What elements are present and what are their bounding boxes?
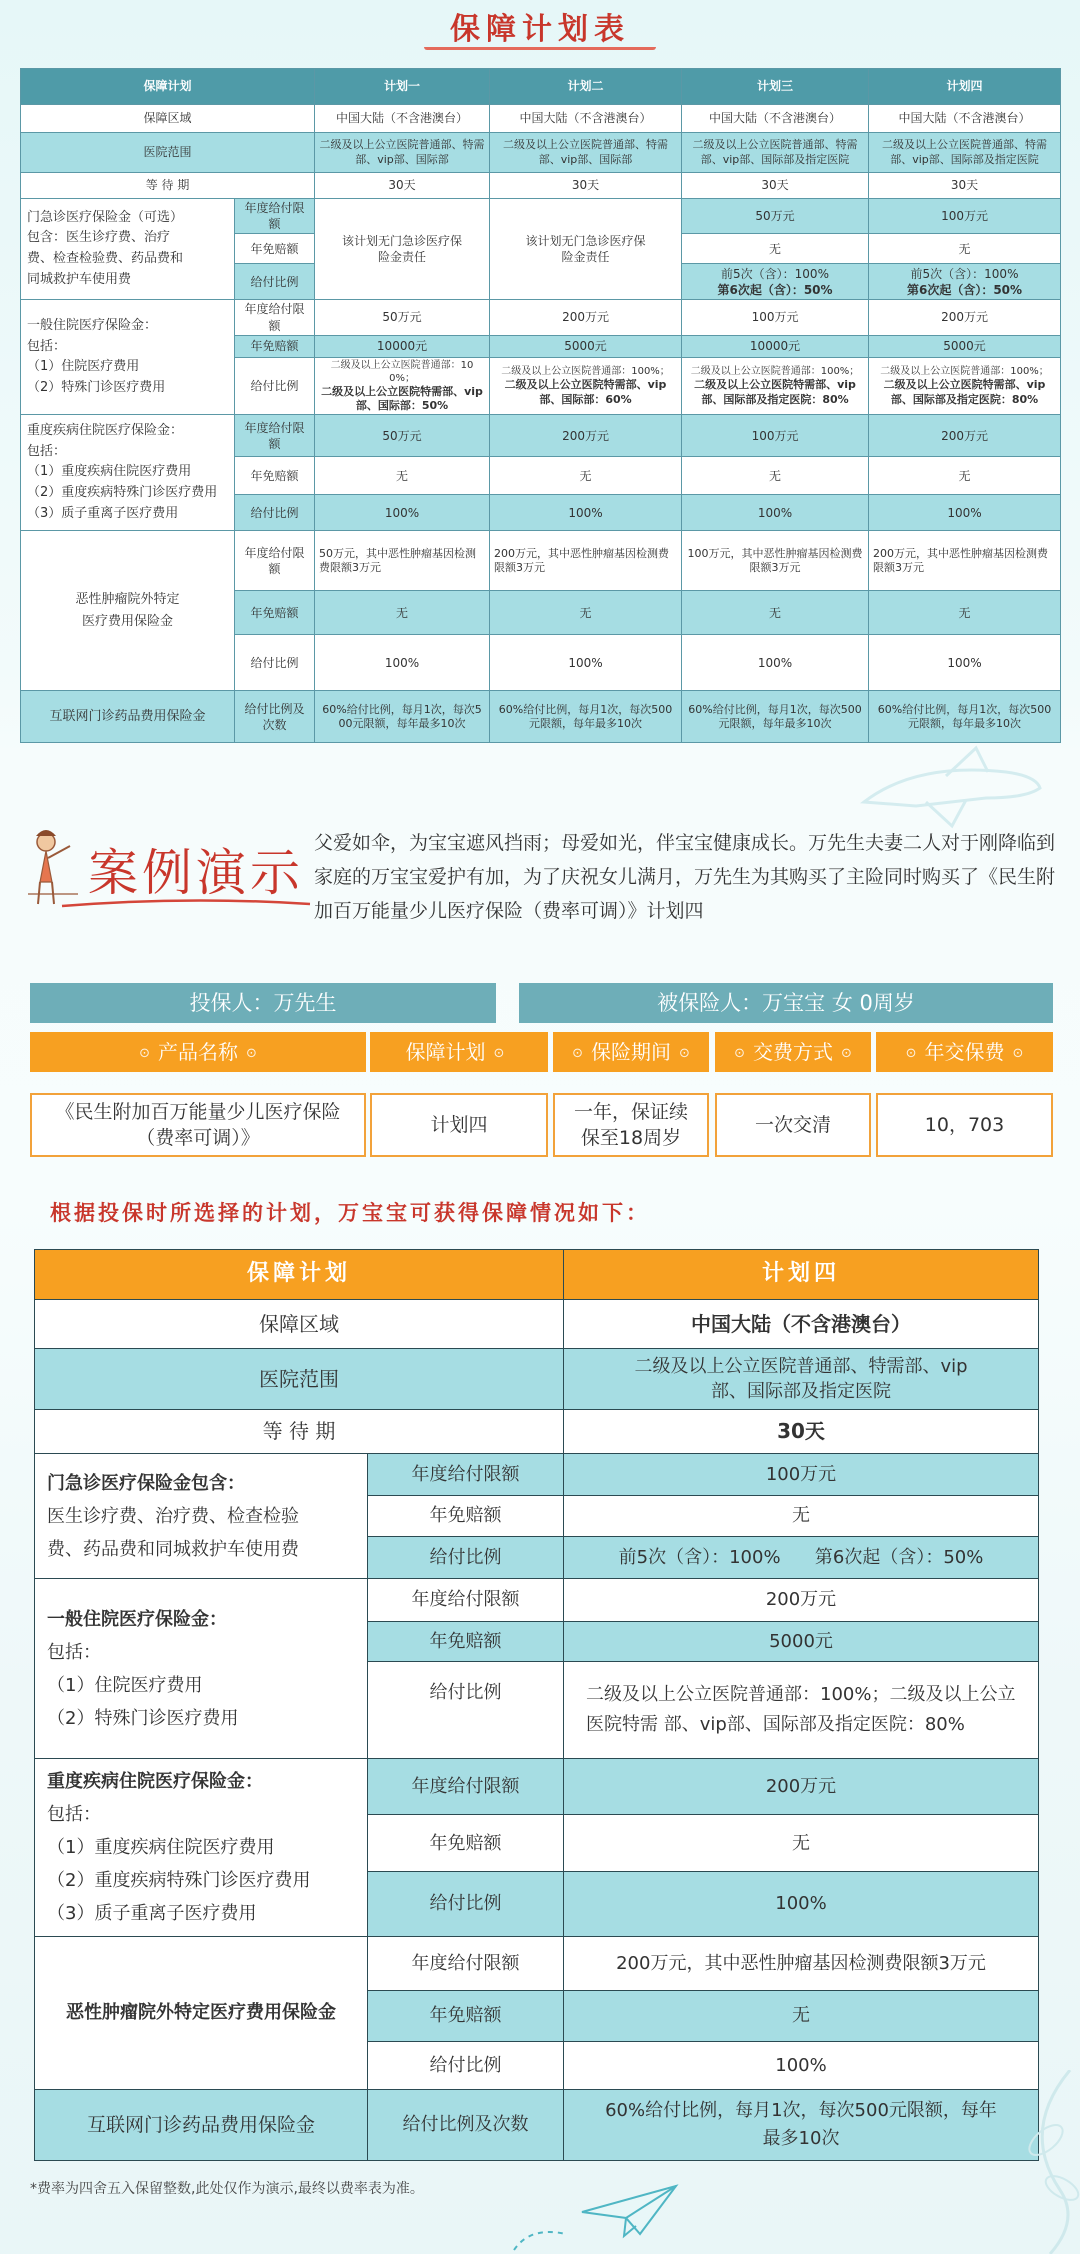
sub-label: 年度给付限额: [235, 415, 315, 457]
value: 二级及以上公立医院普通部：100%；二级及以上公立医院特需 部、vip部、国际部及指定医院：80%: [564, 1661, 1039, 1758]
value: [682, 357, 869, 415]
wait-value: 30天: [315, 173, 490, 199]
value: 无: [490, 457, 682, 495]
general-label: [35, 1579, 368, 1759]
value: 50万元: [315, 300, 490, 335]
tumor-label: 恶性肿瘤院外特定医疗费用保险金: [35, 1936, 368, 2089]
internet-label: 互联网门诊药品费用保险金: [35, 2090, 368, 2161]
product-name-value: 《民生附加百万能量少儿医疗保险（费率可调）》: [30, 1093, 366, 1157]
header-plan: 保障计划: [35, 1250, 564, 1300]
wait-label: 等 待 期: [35, 1409, 564, 1453]
sub-label: 年免赔额: [368, 1621, 564, 1661]
header-plan-4: 计划四: [564, 1250, 1039, 1300]
wait-label: 等 待 期: [21, 173, 315, 199]
value: 100万元: [682, 300, 869, 335]
value: [682, 264, 869, 300]
value: 100%: [490, 635, 682, 691]
value: 100%: [682, 495, 869, 531]
wait-value: 30天: [682, 173, 869, 199]
label-line: 费、药品费和同城救护车使用费: [47, 1538, 299, 1560]
ratio-line: 前5次（含）：100%: [910, 266, 1019, 281]
label-line: 医生诊疗费、治疗费、检查检验: [47, 1505, 299, 1527]
table-row: [35, 1453, 1039, 1495]
value: 前5次（含）：100% 第6次起（含）：50%: [564, 1536, 1039, 1578]
label-line: 门急诊医疗保险金（可选）: [27, 209, 184, 225]
premium-value: 10，703: [876, 1093, 1053, 1157]
value: 无: [682, 234, 869, 264]
value: 无: [869, 591, 1061, 635]
label-line: 医疗费用保险金: [81, 613, 173, 629]
benefit-table-header: [35, 1250, 1039, 1300]
table-row: [35, 1579, 1039, 1621]
col-label: 保险期间: [591, 1040, 671, 1064]
sub-label: 给付比例及次数: [235, 691, 315, 743]
label-line: （3）质子重离子医疗费用: [47, 1902, 257, 1924]
sub-label: 年免赔额: [235, 457, 315, 495]
sub-label: 给付比例: [368, 1661, 564, 1758]
col-payment: ⊙ 交费方式 ⊙: [715, 1032, 871, 1072]
value: 无: [564, 1815, 1039, 1872]
case-logo-text: 案例演示: [88, 844, 304, 902]
value: 60%给付比例，每月1次，每次500元限额，每年最多10次: [315, 691, 490, 743]
sub-label: 给付比例: [235, 264, 315, 300]
hospital-label: 医院范围: [21, 133, 315, 173]
value: [315, 357, 490, 415]
sub-label: 年免赔额: [235, 335, 315, 357]
label-line: 一般住院医疗保险金：: [27, 317, 158, 333]
tumor-label: [21, 531, 235, 691]
value: 60%给付比例，每月1次，每次500元限额，每年最多10次: [564, 2090, 1039, 2161]
value: 无: [682, 591, 869, 635]
value: 60%给付比例，每月1次，每次500元限额，每年最多10次: [869, 691, 1061, 743]
value: 50万元: [682, 199, 869, 234]
value: 100万元: [564, 1453, 1039, 1495]
value: 100万元: [869, 199, 1061, 234]
sub-label: 年度给付限额: [235, 531, 315, 591]
value: 无: [564, 1496, 1039, 1536]
table-row: [21, 173, 1061, 199]
col-label: 年交保费: [924, 1040, 1005, 1064]
general-label: [21, 300, 235, 415]
label-line: （2）重度疾病特殊门诊医疗费用: [47, 1869, 311, 1891]
value: 无: [315, 457, 490, 495]
table-row: [35, 1409, 1039, 1453]
label-line: 包括：: [27, 338, 67, 354]
value: 10000元: [682, 335, 869, 357]
sub-label: 给付比例及次数: [368, 2090, 564, 2161]
value: 60%给付比例，每月1次，每次500元限额，每年最多10次: [682, 691, 869, 743]
area-label: 保障区域: [21, 105, 315, 133]
sub-label: 给付比例: [368, 1536, 564, 1578]
hospital-label: 医院范围: [35, 1348, 564, 1409]
ratio-line: 前5次（含）：100%: [721, 266, 829, 281]
label-line: 包括：: [27, 443, 67, 459]
value: 无: [490, 591, 682, 635]
label-line: （2）特殊门诊医疗费用: [47, 1707, 239, 1729]
label-line: （2）特殊门诊医疗费用: [27, 380, 166, 396]
critical-label: [35, 1758, 368, 1936]
col-plan: 保障计划 ⊙: [370, 1032, 548, 1072]
label-line: （1）重度疾病住院医疗费用: [27, 464, 192, 480]
sub-label: 年度给付限额: [368, 1579, 564, 1621]
sub-label: 给付比例: [235, 357, 315, 415]
value: 10000元: [315, 335, 490, 357]
case-paragraph: 父爱如伞，为宝宝遮风挡雨；母爱如光，伴宝宝健康成长。万先生夫妻二人对于刚降临到家庭的万宝宝爱护有加，为了庆祝女儿满月，万先生为其购买了主险同时购买了《民生附加百万能量少儿医疗保险（费率可调）》计划四: [314, 832, 1056, 922]
wait-value: 30天: [869, 173, 1061, 199]
table-row: [21, 691, 1061, 743]
ratio-line: 二级及以上公立医院普通部：100%；: [880, 366, 1049, 378]
ratio-line: 二级及以上公立医院特需部、vip部、国际部及指定医院：80%: [694, 378, 856, 406]
ratio-line: 第6次起（含）：50%: [906, 282, 1023, 297]
value: 100%: [315, 495, 490, 531]
ratio-line: 二级及以上公立医院特需部、vip部、国际部及指定医院：80%: [883, 378, 1046, 406]
sub-label: 年度给付限额: [235, 300, 315, 335]
col-product-name: ⊙ 产品名称 ⊙: [30, 1032, 366, 1072]
value: 100万元，其中恶性肿瘤基因检测费限额3万元: [682, 531, 869, 591]
col-label: 产品名称: [158, 1040, 238, 1064]
benefit-heading: 根据投保时所选择的计划，万宝宝可获得保障情况如下：: [50, 1200, 650, 1225]
area-value: 中国大陆（不含港澳台）: [682, 105, 869, 133]
value: 50万元，其中恶性肿瘤基因检测费限额3万元: [315, 531, 490, 591]
label-line: 包括：: [47, 1803, 101, 1825]
header-plan-1: 计划一: [315, 69, 490, 105]
header-plan-3: 计划三: [682, 69, 869, 105]
sub-label: 给付比例: [235, 635, 315, 691]
table-row: [35, 1758, 1039, 1815]
internet-label: 互联网门诊药品费用保险金: [21, 691, 235, 743]
case-demo-logo: [18, 820, 318, 916]
value: 200万元: [490, 300, 682, 335]
table-row: [21, 415, 1061, 457]
sub-label: 年度给付限额: [368, 1936, 564, 1991]
dashed-trail-icon: [510, 2224, 570, 2254]
table-row: [35, 1936, 1039, 1991]
sub-label: 年度给付限额: [368, 1758, 564, 1815]
value: 100%: [315, 635, 490, 691]
none-text: 该计划无门急诊医疗保险金责任: [525, 234, 646, 265]
value: 无: [682, 457, 869, 495]
plan-value: 计划四: [370, 1093, 548, 1157]
period-value: 一年，保证续保至18周岁: [553, 1093, 709, 1157]
value: 100%: [490, 495, 682, 531]
hospital-value: 二级及以上公立医院普通部、特需部、vip部、国际部: [315, 133, 490, 173]
insured-bar: 被保险人：万宝宝 女 0周岁: [519, 983, 1053, 1023]
table-row: [35, 1300, 1039, 1348]
page-title: 保障计划表: [450, 12, 630, 47]
value: 100万元: [682, 415, 869, 457]
ratio-line: 二级及以上公立医院特需部、vip部、国际部：50%: [321, 384, 483, 413]
outpatient-none: [490, 199, 682, 300]
value: 无: [869, 234, 1061, 264]
table-row: [21, 133, 1061, 173]
table-row: [21, 105, 1061, 133]
table-row: [35, 2090, 1039, 2161]
wait-value: 30天: [490, 173, 682, 199]
sub-label: 给付比例: [368, 1872, 564, 1937]
label-line: 恶性肿瘤院外特定: [75, 591, 180, 607]
header-plan-2: 计划二: [490, 69, 682, 105]
label-line: 门急诊医疗保险金包含：: [47, 1472, 245, 1494]
area-value: 中国大陆（不含港澳台）: [564, 1300, 1039, 1348]
footnote: *费率为四舍五入保留整数,此处仅作为演示,最终以费率表为准。: [30, 2181, 424, 2197]
value: 5000元: [869, 335, 1061, 357]
col-label: 保障计划: [405, 1040, 486, 1064]
hospital-value: 二级及以上公立医院普通部、特需部、vip部、国际部及指定医院: [869, 133, 1061, 173]
label-line: （1）住院医疗费用: [27, 359, 140, 375]
label-line: （1）重度疾病住院医疗费用: [47, 1836, 275, 1858]
col-label: 交费方式: [753, 1040, 833, 1064]
label-line: 包括：: [47, 1641, 101, 1663]
hospital-value: 二级及以上公立医院普通部、特需部、vip部、国际部: [490, 133, 682, 173]
title-underline: [424, 44, 656, 50]
label-line: 重度疾病住院医疗保险金：: [47, 1770, 263, 1792]
label-line: 同城救护车使用费: [27, 271, 132, 287]
table-row: [21, 531, 1061, 591]
payment-value: 一次交清: [715, 1093, 871, 1157]
value: [869, 357, 1061, 415]
label-line: 一般住院医疗保险金：: [47, 1608, 227, 1630]
benefit-table: [34, 1249, 1039, 2161]
ratio-line: 二级及以上公立医院普通部：100%；: [330, 359, 474, 384]
label-line: 重度疾病住院医疗保险金：: [27, 422, 184, 438]
value: 100%: [564, 2041, 1039, 2089]
label-line: （2）重度疾病特殊门诊医疗费用: [27, 485, 218, 501]
ratio-line: 二级及以上公立医院特需部、vip部、国际部：60%: [504, 378, 667, 406]
sub-label: 年免赔额: [368, 1991, 564, 2041]
wait-value: 30天: [564, 1409, 1039, 1453]
hospital-value: 二级及以上公立医院普通部、特需部、vip部、国际部及指定医院: [564, 1348, 1039, 1409]
label-line: 包含：医生诊疗费、治疗: [27, 230, 171, 246]
value: 200万元: [564, 1758, 1039, 1815]
outpatient-none: [315, 199, 490, 300]
hospital-value: 二级及以上公立医院普通部、特需部、vip部、国际部及指定医院: [682, 133, 869, 173]
value: 200万元: [869, 415, 1061, 457]
label-line: （3）质子重离子医疗费用: [27, 506, 179, 522]
sub-label: 给付比例: [235, 495, 315, 531]
value: [869, 264, 1061, 300]
sub-label: 年免赔额: [368, 1496, 564, 1536]
ratio-line: 二级及以上公立医院普通部：100%；: [690, 366, 860, 378]
outpatient-label: [35, 1453, 368, 1578]
value: 5000元: [490, 335, 682, 357]
value: 无: [315, 591, 490, 635]
ratio-line: 二级及以上公立医院普通部：100%；: [501, 366, 670, 378]
plan-table: [20, 68, 1061, 743]
value: 200万元: [490, 415, 682, 457]
value: 100%: [869, 635, 1061, 691]
value: 200万元，其中恶性肿瘤基因检测费限额3万元: [564, 1936, 1039, 1991]
value: 50万元: [315, 415, 490, 457]
value: 60%给付比例，每月1次，每次500元限额，每年最多10次: [490, 691, 682, 743]
sub-label: 年免赔额: [235, 234, 315, 264]
value: 无: [564, 1991, 1039, 2041]
plan-table-header: [21, 69, 1061, 105]
value: 100%: [869, 495, 1061, 531]
area-value: 中国大陆（不含港澳台）: [490, 105, 682, 133]
outpatient-label: [21, 199, 235, 300]
sub-label: 给付比例: [368, 2041, 564, 2089]
area-value: 中国大陆（不含港澳台）: [869, 105, 1061, 133]
area-value: 中国大陆（不含港澳台）: [315, 105, 490, 133]
critical-label: [21, 415, 235, 531]
sub-label: 年免赔额: [235, 591, 315, 635]
value: 200万元: [564, 1579, 1039, 1621]
label-line: （1）住院医疗费用: [47, 1674, 203, 1696]
table-row: [35, 1348, 1039, 1409]
flower-icon: [1000, 2070, 1080, 2254]
sub-label: 年度给付限额: [368, 1453, 564, 1495]
table-row: [21, 300, 1061, 335]
value: 200万元，其中恶性肿瘤基因检测费限额3万元: [869, 531, 1061, 591]
ratio-line: 第6次起（含）：50%: [717, 282, 833, 297]
col-period: ⊙ 保险期间 ⊙: [553, 1032, 709, 1072]
header-plan: 保障计划: [21, 69, 315, 105]
sub-label: 年免赔额: [368, 1815, 564, 1872]
paper-plane-icon: [580, 2182, 680, 2242]
value: 100%: [564, 1872, 1039, 1937]
value: 5000元: [564, 1621, 1039, 1661]
header-plan-4: 计划四: [869, 69, 1061, 105]
value: 100%: [682, 635, 869, 691]
none-text: 该计划无门急诊医疗保险金责任: [342, 234, 463, 265]
sub-label: 年度给付限额: [235, 199, 315, 234]
table-row: [21, 199, 1061, 234]
value: 200万元: [869, 300, 1061, 335]
label-line: 费、检查检验费、药品费和: [27, 251, 184, 267]
policyholder-bar: 投保人：万先生: [30, 983, 496, 1023]
value: [490, 357, 682, 415]
area-label: 保障区域: [35, 1300, 564, 1348]
value: 200万元，其中恶性肿瘤基因检测费限额3万元: [490, 531, 682, 591]
value: 无: [869, 457, 1061, 495]
col-premium: ⊙ 年交保费 ⊙: [876, 1032, 1053, 1072]
paper-plane-icon: [856, 742, 1046, 832]
